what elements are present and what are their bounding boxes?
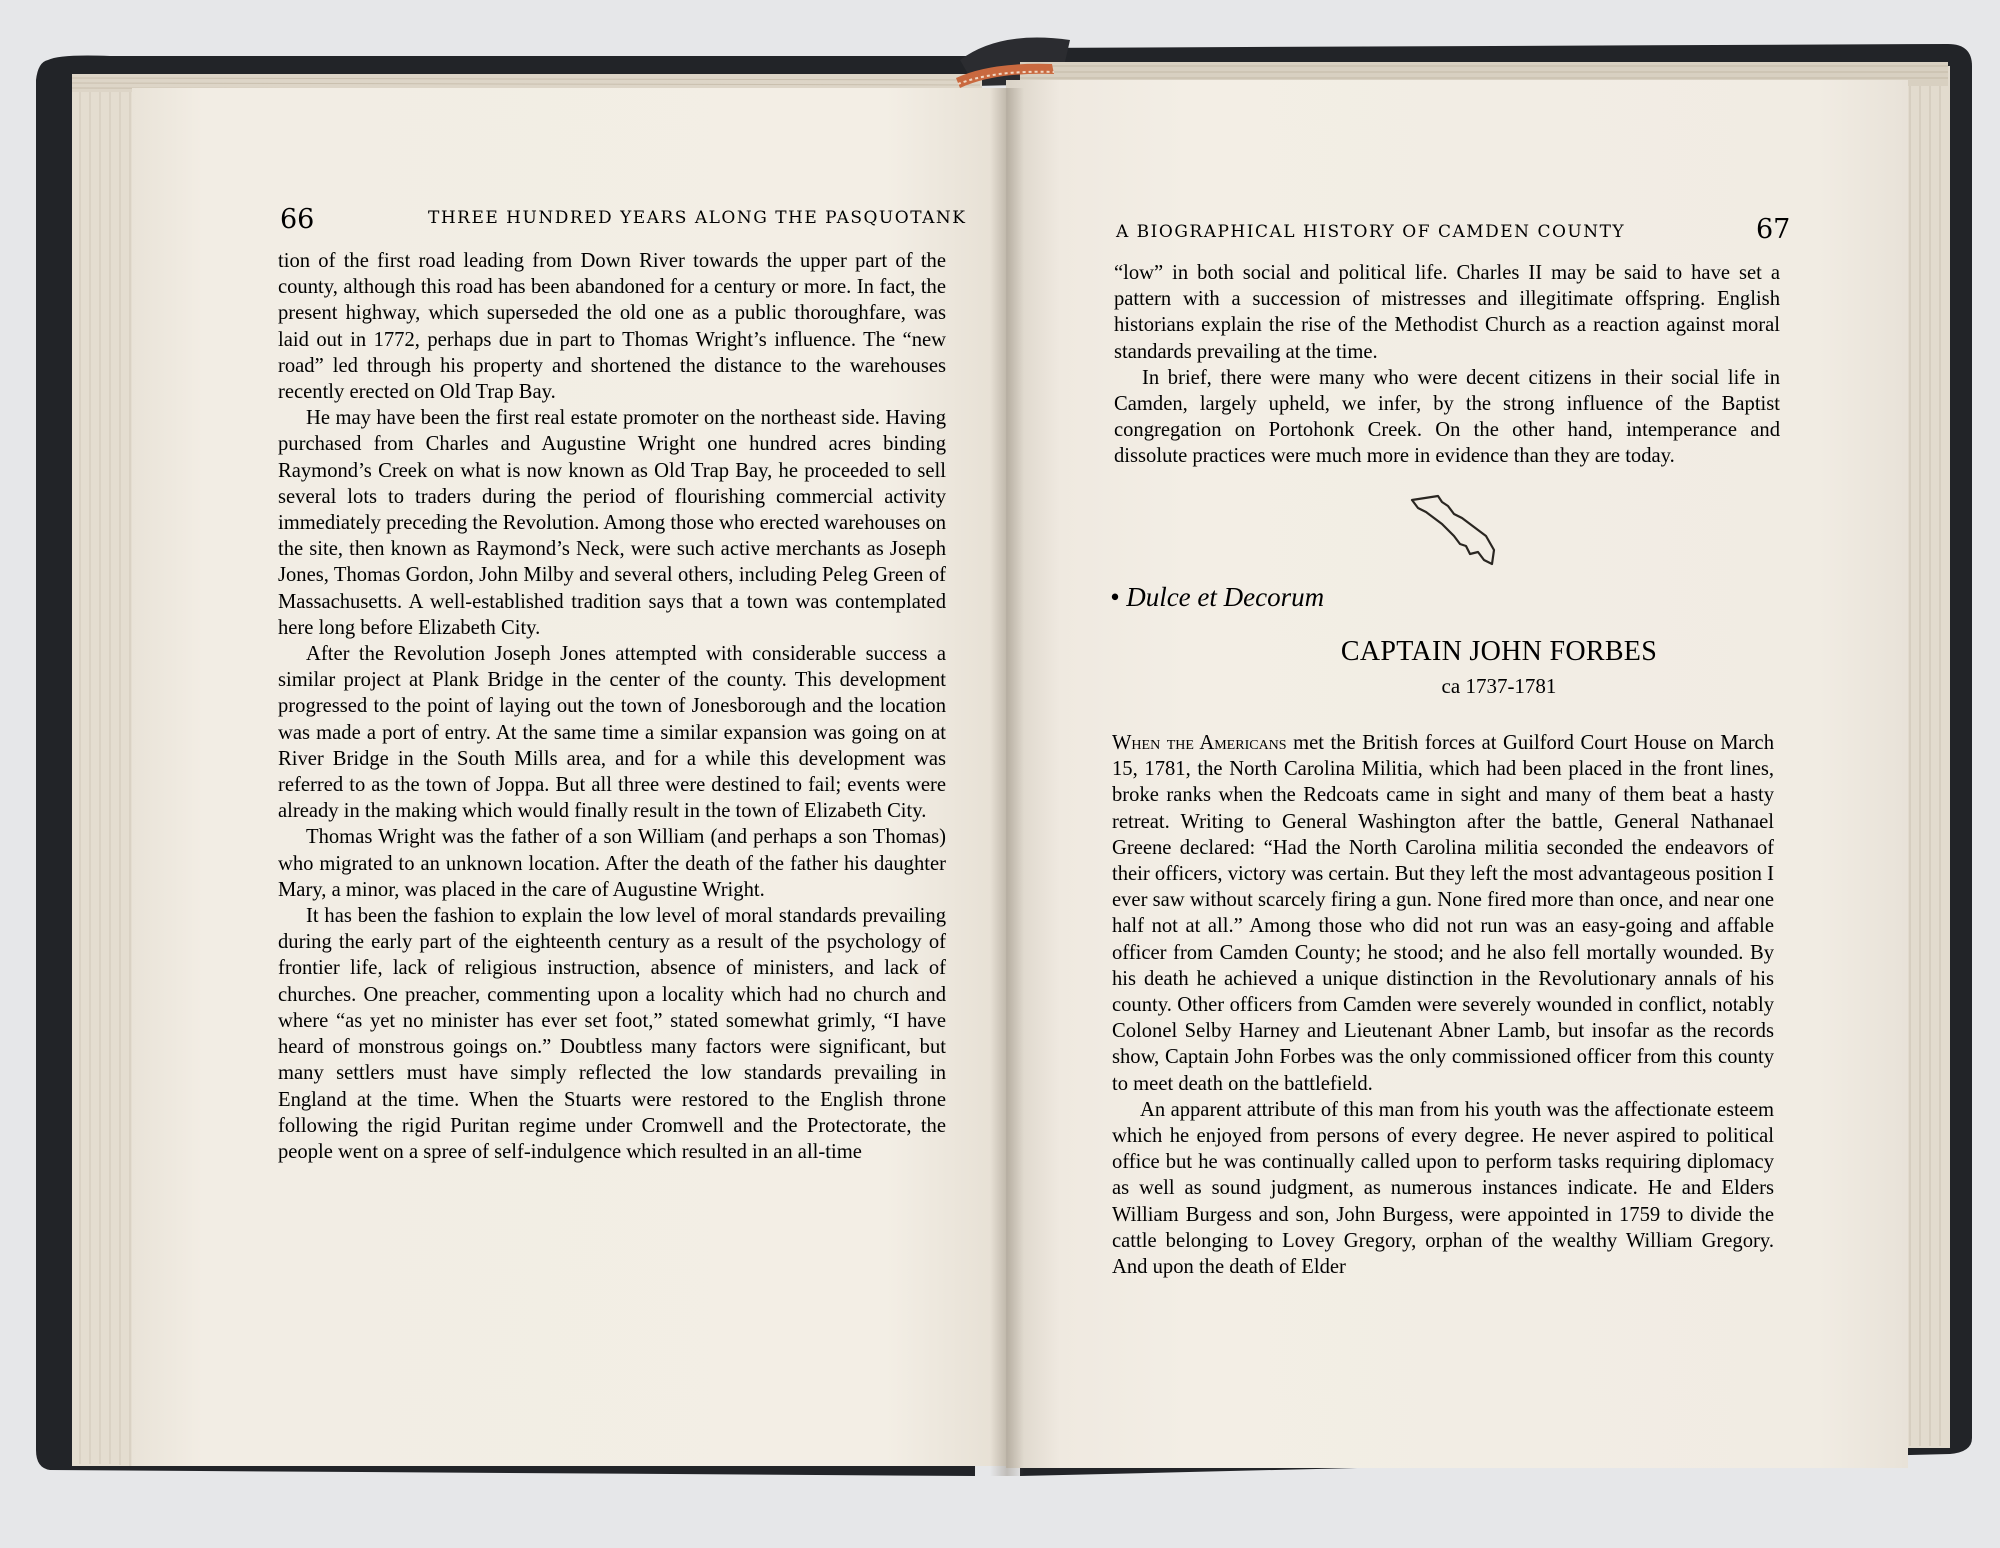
paragraph: It has been the fashion to explain the low level of moral standards prevailing during the early part of the eighteenth century as a result of the psychology of frontier life, lack of religious instruction, absence of ministers, and lack of churches. One preacher, commenting upon a locality which had no church and where “as yet no minister has ever set foot,” stated somewhat grimly, “I have heard of monstrous goings on.” Doubtless many factors were significant, but many settlers must have simply reflected the low standards prevailing in England at the time. When the Stuarts were restored to the English throne following the rigid Puritan regime under Cromwell and the Protectorate, the people went on a spree of self-indulgence which resulted in an all-time [278, 905, 946, 1163]
right-top-body-text [1114, 260, 1780, 470]
chapter-title: CAPTAIN JOHN FORBES [1340, 636, 1658, 667]
left-page-number: 66 [280, 204, 315, 235]
chapter-dates: ca 1737-1781 [1441, 674, 1557, 698]
left-body-text [278, 248, 946, 1165]
paragraph: An apparent attribute of this man from his youth was the affectionate esteem which he enjoyed from persons of every degree. He never aspired to political office but he was continually called upon to perform tasks requiring diplomacy as well as sound judgment, as numerous instances indicate. He and Elders William Burgess and son, John Burgess, were appointed in 1759 to divide the cattle belonging to Lovey Gregory, orphan of the wealthy William Gregory. And upon the death of Elder [1112, 1098, 1774, 1279]
right-page-number: 67 [1756, 214, 1791, 245]
paragraph: “low” in both social and political life. Charles II may be said to have set a pattern with a succession of mistresses and illegitimate offspring. English historians explain the rise of the Methodist Church as a reaction against moral standards prevailing at the time. [1114, 262, 1780, 363]
left-running-head: THREE HUNDRED YEARS ALONG THE PASQUOTANK [428, 208, 967, 228]
paragraph [1112, 730, 1774, 1097]
gutter-shadow [990, 88, 1024, 1476]
paragraph: After the Revolution Joseph Jones attempted with considerable success a similar project at Plank Bridge in the center of the county. This development progressed to the point of laying out the town of Jonesborough and the location was made a port of entry. At the same time a similar expansion was going on at River Bridge in the South Mills area, and for a while this development was referred to as the town of Joppa. But all three were destined to fail; events were already in the making which would finally result in the town of Elizabeth City. [278, 643, 946, 823]
right-bottom-body-text [1112, 730, 1774, 1280]
lead-in-smallcaps: When the Americans [1112, 732, 1287, 754]
paragraph: Thomas Wright was the father of a son William (and perhaps a son Thomas) who migrated to an unknown location. After the death of the father his daughter Mary, a minor, was placed in the care of Augustine Wright. [278, 826, 946, 901]
right-running-head: A BIOGRAPHICAL HISTORY OF CAMDEN COUNTY [1116, 222, 1626, 242]
county-map-icon [1408, 494, 1500, 568]
section-heading: • Dulce et Decorum [1110, 582, 1325, 612]
paragraph-rest: met the British forces at Guilford Court House on March 15, 1781, the North Carolina Militia, which had been placed in the front lines, broke ranks when the Redcoats came in sight and many of them beat a hasty retreat. Writing to General Washington after the battle, General Nathanael Greene declared: “Had the North Carolina militia seconded the endeavors of their officers, victory was certain. But they left the most advantageous position I ever saw without scarcely firing a gun. None fired more than once, and near one half not at all.” Among those who did not run was an easy-going and affable officer from Camden County; he stood; and he also fell mortally wounded. By his death he achieved a unique distinction in the Revolutionary annals of his county. Other officers from Camden were severely wounded in conflict, notably Colonel Selby Harney and Lieutenant Abner Lamb, but insofar as the records show, Captain John Forbes was the only commissioned officer from this county to meet death on the battlefield. [1112, 732, 1774, 1095]
paragraph: He may have been the first real estate promoter on the northeast side. Having purchased from Charles and Augustine Wright one hundred acres binding Raymond’s Creek on what is now known as Old Trap Bay, he proceeded to sell several lots to traders during the period of flourishing commercial activity immediately preceding the Revolution. Among those who erected warehouses on the site, then known as Raymond’s Neck, were such active merchants as Joseph Jones, Thomas Gordon, John Milby and several others, including Peleg Green of Massachusetts. A well-established tradition says that a town was contemplated here long before Elizabeth City. [278, 407, 946, 639]
paragraph: In brief, there were many who were decent citizens in their social life in Camden, largely upheld, we infer, by the strong influence of the Baptist congregation on Portohonk Creek. On the other hand, intemperance and dissolute practices were much more in evidence than they are today. [1114, 366, 1780, 468]
paragraph: tion of the first road leading from Down River towards the upper part of the county, although this road has been abandoned for a century or more. In fact, the present highway, which superseded the old one as a public thoroughfare, was laid out in 1772, perhaps due in part to Thomas Wright’s influence. The “new road” led through his property and shortened the distance to the warehouses recently erected on Old Trap Bay. [278, 250, 946, 404]
